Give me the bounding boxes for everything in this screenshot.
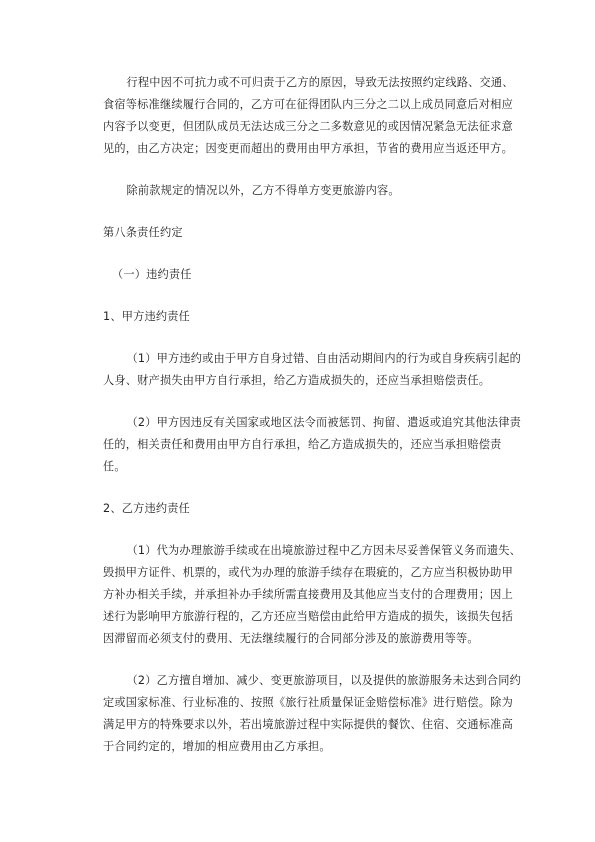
clause-party-a-2: （2）甲方因违反有关国家或地区法令而被惩罚、拘留、遣返或追究其他法律责任的，相关责任和费用由甲方自行承担，给乙方造成损失的，还应当承担赔偿责任。 [103,416,522,473]
clause-party-b-1: （1）代为办理旅游手续或在出境旅游过程中乙方因未尽妥善保管义务而遗失、毁损甲方证件、机票的，或代为办理的旅游手续存在瑕疵的，乙方应当积极协助甲方补办相关手续，并承担补办手续所需直接费用及其他应当支付的合理费用；因上述行为影响甲方旅游行程的，乙方还应当赔偿由此给甲方造成的损失，该损失包括因滞留而必须支付的费用、无法继续履行的合同部分涉及的旅游费用等等。 [103,544,522,645]
subsection-heading-breach-liability: （一）违约责任 [111,268,192,281]
clause-party-b-2: （2）乙方擅自增加、减少、变更旅游项目，以及提供的旅游服务未达到合同约定或国家标准、行业标准的、按照《旅行社质量保证金赔偿标准》进行赔偿。除为满足甲方的特殊要求以外，若出境旅游过程中实际提供的餐饮、住宿、交通标准高于合同约定的，增加的相应费用由乙方承担。 [103,674,522,753]
clause-party-a-1: （1）甲方违约或由于甲方自身过错、自由活动期间内的行为或自身疾病引起的人身、财产损失由甲方自行承担，给乙方造成损失的，还应当承担赔偿责任。 [103,352,522,387]
paragraph-no-unilateral-change: 除前款规定的情况以外，乙方不得单方变更旅游内容。 [126,184,400,197]
item-heading-party-b-breach: 2、乙方违约责任 [103,502,191,515]
item-heading-party-a-breach: 1、甲方违约责任 [103,310,191,323]
document-body [103,72,523,778]
section-heading-article-8: 第八条责任约定 [103,226,183,239]
paragraph-force-majeure-change: 行程中因不可抗力或不可归责于乙方的原因，导致无法按照约定线路、交通、食宿等标准继续履行合同的，乙方可在征得团队内三分之二以上成员同意后对相应内容予以变更，但团队成员无法达成三分之二多数意见的或因情况紧急无法征求意见的，由乙方决定；因变更而超出的费用由甲方承担，节省的费用应当返还甲方。 [103,76,514,155]
